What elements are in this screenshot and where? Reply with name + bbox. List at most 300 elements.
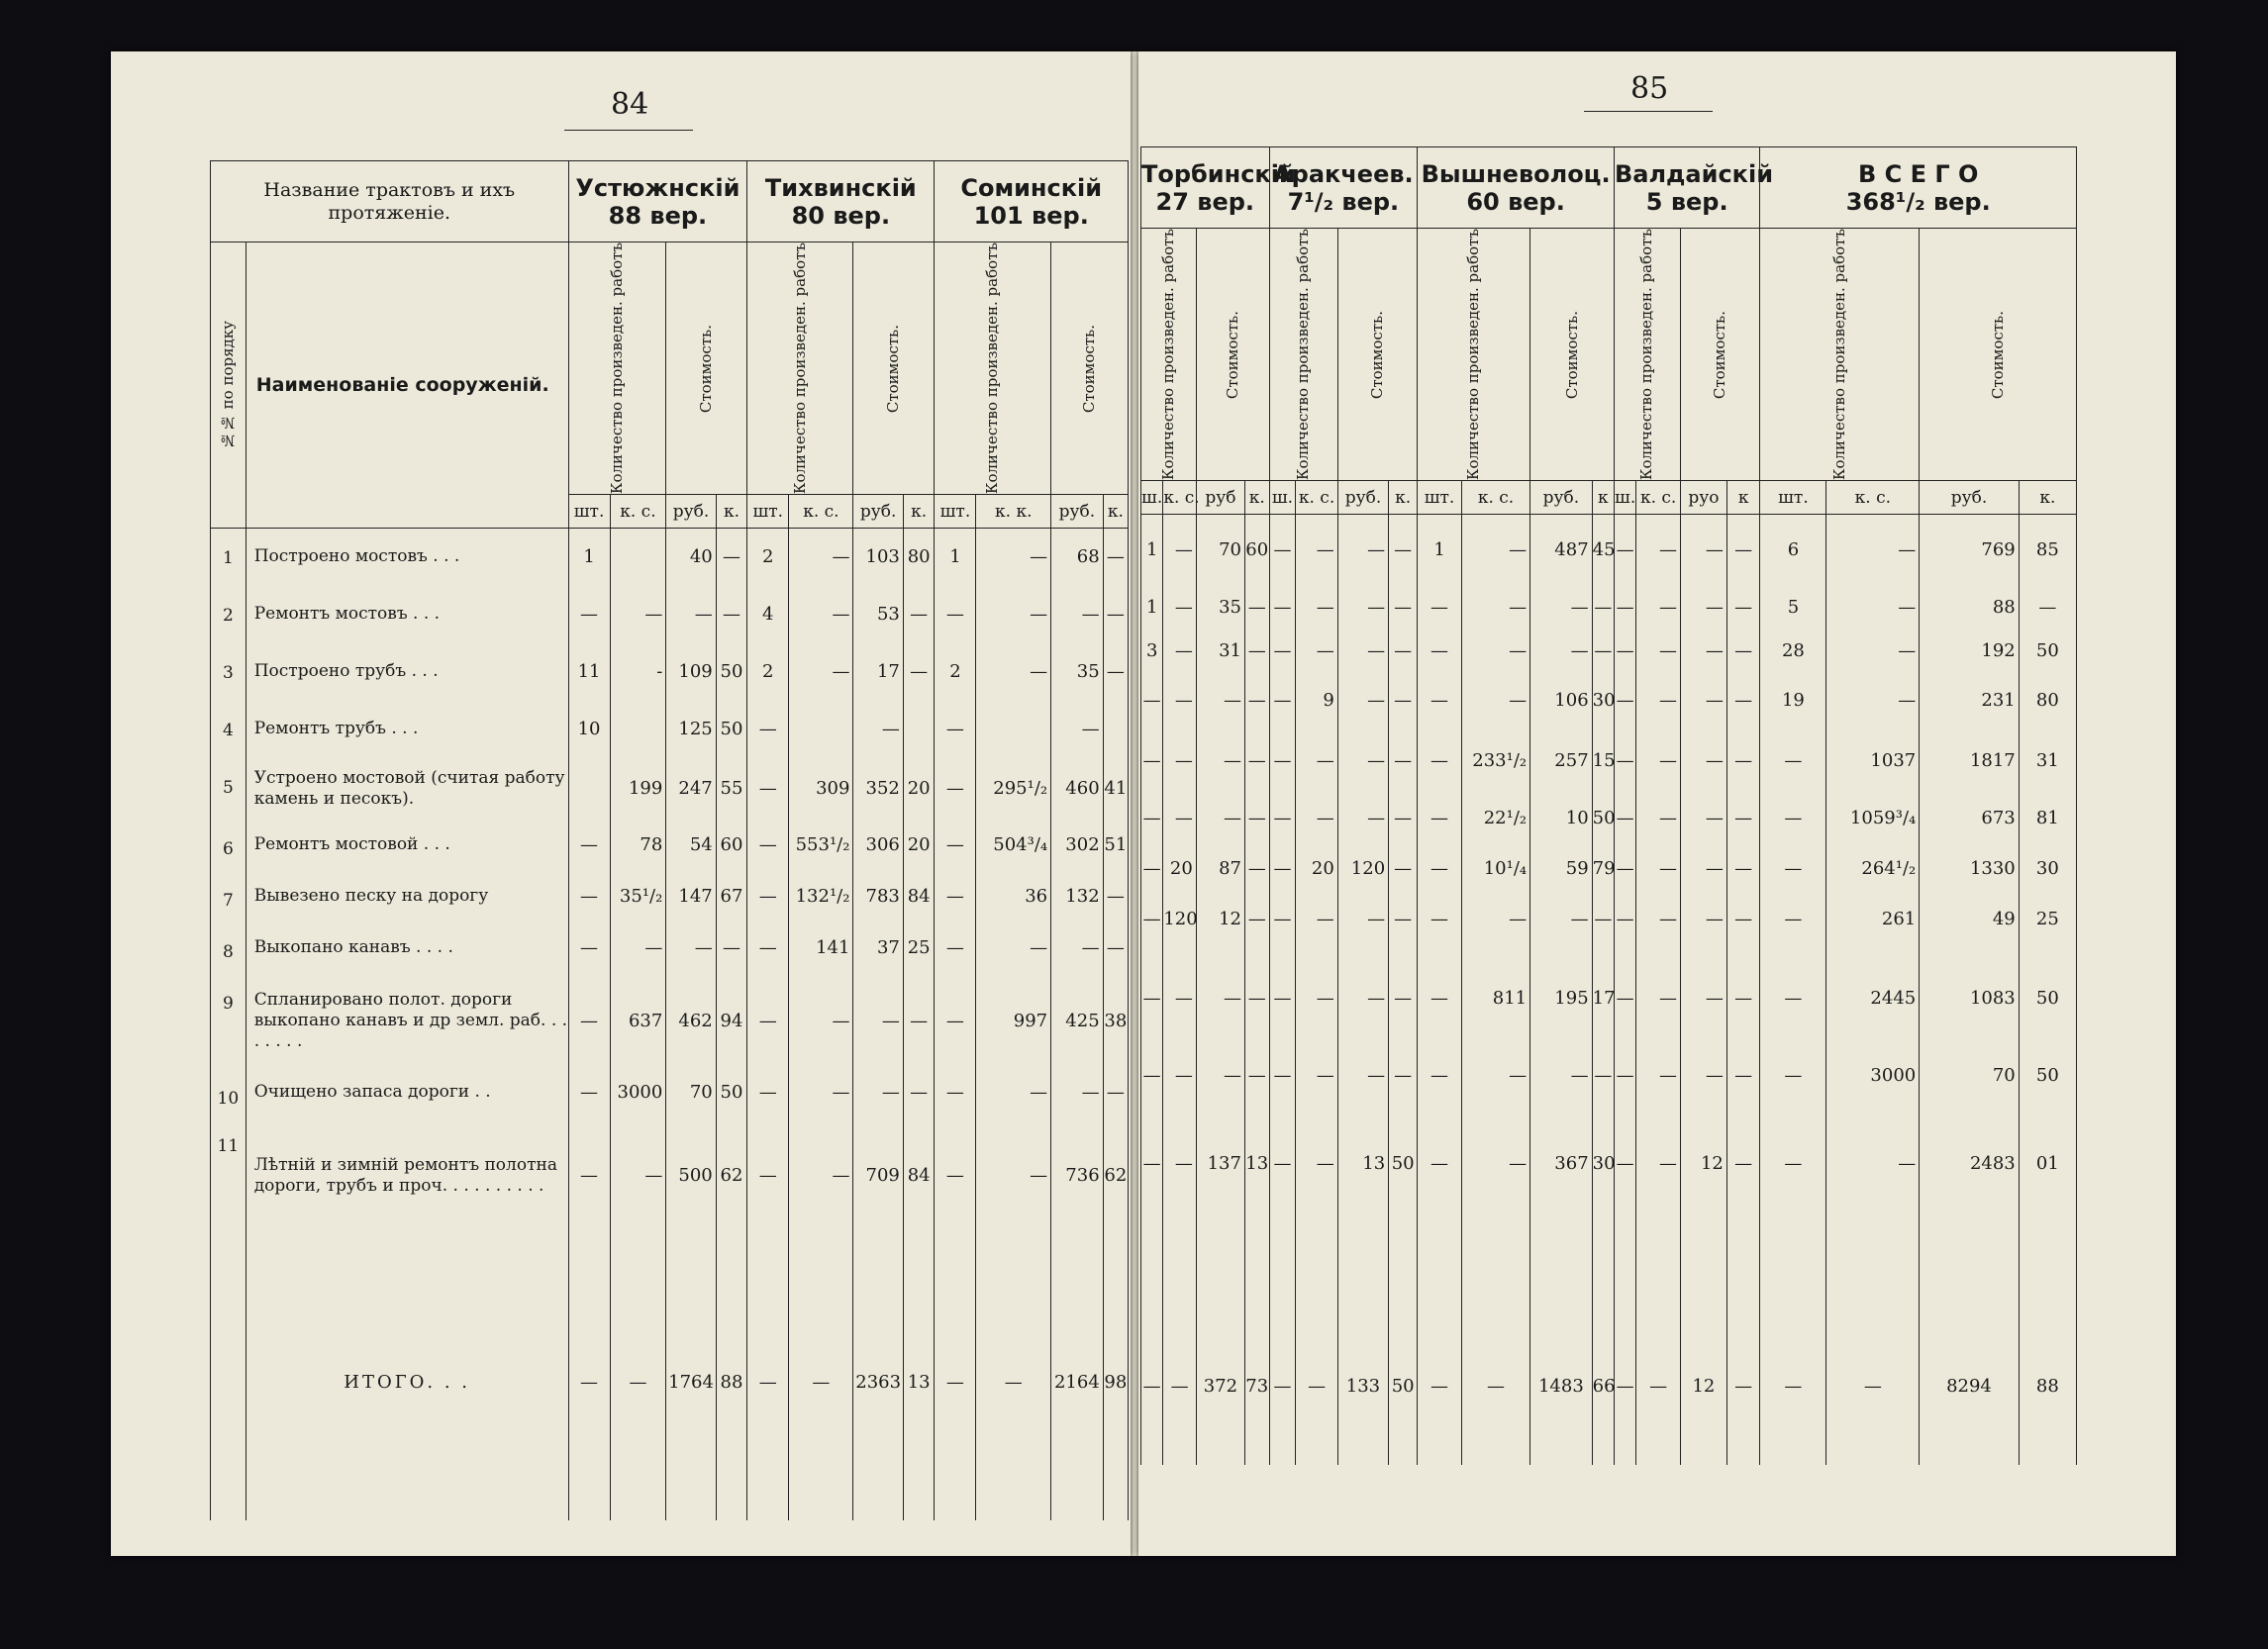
table-cell: — xyxy=(1196,673,1244,728)
table-cell: 637 xyxy=(610,974,666,1069)
table-cell: 50 xyxy=(716,1069,747,1116)
table-cell: 10 xyxy=(568,701,610,758)
table-cell: — xyxy=(1680,794,1726,843)
table-cell: — xyxy=(1337,728,1388,794)
blank-cell xyxy=(1726,1415,1760,1465)
table-cell: 50 xyxy=(716,643,747,701)
table-cell: 1037 xyxy=(1826,728,1920,794)
table-cell: 17 xyxy=(853,643,903,701)
table-cell: 5 xyxy=(1760,586,1826,630)
row-label: Лѣтній и зимній ремонтъ полотна дороги, трубъ и проч. . . . . . . . . . xyxy=(246,1116,568,1235)
table-cell: — xyxy=(1337,794,1388,843)
table-cell: — xyxy=(1760,794,1826,843)
table-cell: — xyxy=(1389,944,1418,1053)
blank-cell xyxy=(1461,1229,1529,1358)
spacer-row xyxy=(211,1235,1129,1354)
table-cell: — xyxy=(1141,843,1163,895)
section-header xyxy=(935,161,1129,242)
table-cell: — xyxy=(610,1116,666,1235)
section-length: 101 вер. xyxy=(973,201,1089,230)
section-header xyxy=(747,161,935,242)
table-cell: 41 xyxy=(1103,758,1128,820)
table-row xyxy=(211,529,1129,586)
blank-cell xyxy=(1389,1229,1418,1358)
unit-label: ш. xyxy=(1269,481,1296,515)
blank-cell xyxy=(716,1235,747,1354)
table-cell: — xyxy=(976,643,1051,701)
table-row xyxy=(211,586,1129,643)
page-number-rule-left xyxy=(564,130,693,131)
table-cell: 59 xyxy=(1530,843,1593,895)
table-cell: 1 xyxy=(935,529,976,586)
table-cell: — xyxy=(1826,586,1920,630)
section-header-row xyxy=(1141,147,2077,229)
table-cell: 80 xyxy=(2019,673,2076,728)
table-row xyxy=(1141,895,2077,944)
table-cell: — xyxy=(903,643,935,701)
table-cell: — xyxy=(568,922,610,974)
total-cell: — xyxy=(1636,1358,1681,1415)
blank-cell xyxy=(568,1411,610,1520)
table-cell: 84 xyxy=(903,871,935,922)
blank-cell xyxy=(1244,1415,1269,1465)
spacer-row xyxy=(211,1411,1129,1520)
table-cell: — xyxy=(1337,515,1388,586)
table-cell: — xyxy=(1296,515,1337,586)
total-cell: — xyxy=(1269,1358,1296,1415)
table-cell: — xyxy=(789,529,853,586)
table-cell: — xyxy=(1636,1053,1681,1099)
blank-cell xyxy=(666,1411,716,1520)
section-name: Торбинскій xyxy=(1141,159,1296,188)
total-cell: 73 xyxy=(1244,1358,1269,1415)
blank-cell xyxy=(1680,1229,1726,1358)
table-cell: — xyxy=(568,974,610,1069)
table-cell: — xyxy=(1269,586,1296,630)
table-cell: 15 xyxy=(1592,728,1614,794)
unit-label: шт. xyxy=(747,495,789,529)
table-cell: 2483 xyxy=(1920,1099,2020,1229)
table-cell: — xyxy=(1461,673,1529,728)
section-length: 368¹/₂ вер. xyxy=(1845,187,1991,216)
table-cell: — xyxy=(1141,1099,1163,1229)
unit-label: к. с. xyxy=(1826,481,1920,515)
table-cell: — xyxy=(1389,515,1418,586)
blank-cell xyxy=(2019,1415,2076,1465)
table-cell: 30 xyxy=(2019,843,2076,895)
table-cell xyxy=(610,701,666,758)
blank-cell xyxy=(246,1235,568,1354)
table-cell: 62 xyxy=(1103,1116,1128,1235)
section-name: Соминскій xyxy=(960,173,1103,202)
table-cell: — xyxy=(1163,586,1197,630)
table-cell: — xyxy=(1163,794,1197,843)
total-cell: — xyxy=(747,1354,789,1411)
total-cell: 2363 xyxy=(853,1354,903,1411)
blank-cell xyxy=(1418,1229,1462,1358)
blank-cell xyxy=(1461,1415,1529,1465)
table-cell: — xyxy=(1296,1099,1337,1229)
table-cell: — xyxy=(1163,1099,1197,1229)
total-cell: 2164 xyxy=(1051,1354,1104,1411)
table-cell: — xyxy=(976,586,1051,643)
unit-label: ш. xyxy=(1141,481,1163,515)
table-cell: — xyxy=(1461,586,1529,630)
table-cell: — xyxy=(1614,515,1635,586)
blank-cell xyxy=(211,1354,247,1411)
table-cell: — xyxy=(1337,944,1388,1053)
row-label: Ремонтъ мостовъ . . . xyxy=(246,586,568,643)
row-label: Построено мостовъ . . . xyxy=(246,529,568,586)
table-cell: 50 xyxy=(2019,1053,2076,1099)
blank-cell xyxy=(903,1411,935,1520)
table-cell: 67 xyxy=(716,871,747,922)
section-name: Аракчеев. xyxy=(1273,159,1414,188)
table-cell: — xyxy=(1269,1053,1296,1099)
table-cell: — xyxy=(1530,586,1593,630)
table-cell: 10 xyxy=(1530,794,1593,843)
table-cell: 81 xyxy=(2019,794,2076,843)
table-cell: 132¹/₂ xyxy=(789,871,853,922)
table-cell: 103 xyxy=(853,529,903,586)
table-cell: 1083 xyxy=(1920,944,2020,1053)
spacer-row xyxy=(1141,1415,2077,1465)
table-cell: — xyxy=(1163,728,1197,794)
table-cell: 1 xyxy=(568,529,610,586)
blank-cell xyxy=(1196,1229,1244,1358)
table-cell: 37 xyxy=(853,922,903,974)
table-cell: — xyxy=(1680,843,1726,895)
table-cell: 460 xyxy=(1051,758,1104,820)
table-cell: 309 xyxy=(789,758,853,820)
page-number-rule-right xyxy=(1584,111,1713,112)
table-cell: 22¹/₂ xyxy=(1461,794,1529,843)
table-cell: 4 xyxy=(747,586,789,643)
table-cell: — xyxy=(789,1116,853,1235)
table-cell: — xyxy=(1418,794,1462,843)
table-cell: — xyxy=(1726,728,1760,794)
table-cell: — xyxy=(1636,586,1681,630)
table-cell: — xyxy=(789,586,853,643)
table-cell: — xyxy=(1389,630,1418,673)
section-header xyxy=(1760,147,2077,229)
table-cell: — xyxy=(1269,843,1296,895)
table-cell: — xyxy=(1163,673,1197,728)
table-cell: 736 xyxy=(1051,1116,1104,1235)
qty-header: Количество произведен. работъ xyxy=(1418,229,1530,481)
table-cell: 6 xyxy=(1760,515,1826,586)
table-cell: 264¹/₂ xyxy=(1826,843,1920,895)
table-cell: 1059³/₄ xyxy=(1826,794,1920,843)
table-cell: 500 xyxy=(666,1116,716,1235)
table-cell: 997 xyxy=(976,974,1051,1069)
table-cell: — xyxy=(1244,586,1269,630)
table-cell: — xyxy=(1296,630,1337,673)
table-cell: — xyxy=(1636,794,1681,843)
table-cell: 38 xyxy=(1103,974,1128,1069)
blank-cell xyxy=(1636,1229,1681,1358)
table-cell: — xyxy=(1269,728,1296,794)
table-cell: — xyxy=(1680,673,1726,728)
blank-cell xyxy=(1051,1235,1104,1354)
table-cell: — xyxy=(853,701,903,758)
table-cell: 31 xyxy=(1196,630,1244,673)
cost-header: Стоимость. xyxy=(1051,242,1129,495)
table-cell: 195 xyxy=(1530,944,1593,1053)
table-cell: — xyxy=(1680,630,1726,673)
table-cell: 50 xyxy=(1389,1099,1418,1229)
table-cell: 88 xyxy=(1920,586,2020,630)
blank-cell xyxy=(789,1411,853,1520)
table-cell: — xyxy=(935,1116,976,1235)
blank-cell xyxy=(1418,1415,1462,1465)
table-cell: — xyxy=(1726,895,1760,944)
table-cell: — xyxy=(1614,673,1635,728)
table-cell: 2445 xyxy=(1826,944,1920,1053)
cost-header: Стоимость. xyxy=(666,242,747,495)
table-cell: — xyxy=(1244,1053,1269,1099)
table-cell: 50 xyxy=(716,701,747,758)
table-cell: — xyxy=(1636,843,1681,895)
blank-cell xyxy=(1141,1229,1163,1358)
table-cell: — xyxy=(568,1069,610,1116)
table-cell: 87 xyxy=(1196,843,1244,895)
unit-label: к. xyxy=(2019,481,2076,515)
table-cell: 31 xyxy=(2019,728,2076,794)
table-cell: — xyxy=(1461,515,1529,586)
total-cell: 50 xyxy=(1389,1358,1418,1415)
units-row xyxy=(1141,481,2077,515)
table-cell: — xyxy=(1418,1053,1462,1099)
table-cell: — xyxy=(1337,895,1388,944)
table-cell xyxy=(1103,701,1128,758)
table-cell: — xyxy=(1726,673,1760,728)
row-number: 5 xyxy=(211,758,247,820)
table-row xyxy=(211,871,1129,922)
table-cell: 120 xyxy=(1163,895,1197,944)
table-cell: 11 xyxy=(568,643,610,701)
blank-cell xyxy=(789,1235,853,1354)
table-cell: — xyxy=(1103,922,1128,974)
table-cell: — xyxy=(1530,895,1593,944)
table-cell: 50 xyxy=(2019,630,2076,673)
total-row xyxy=(1141,1358,2077,1415)
table-cell: — xyxy=(1196,728,1244,794)
table-cell: — xyxy=(1726,630,1760,673)
table-cell: — xyxy=(1337,586,1388,630)
table-cell: — xyxy=(1103,1069,1128,1116)
table-cell: 3 xyxy=(1141,630,1163,673)
table-cell: — xyxy=(1636,1099,1681,1229)
table-cell: — xyxy=(789,974,853,1069)
table-cell: — xyxy=(1141,1053,1163,1099)
table-cell: 3000 xyxy=(610,1069,666,1116)
table-cell: 30 xyxy=(1592,673,1614,728)
table-cell: — xyxy=(1614,794,1635,843)
table-cell: 70 xyxy=(1196,515,1244,586)
table-row xyxy=(211,701,1129,758)
table-cell: 106 xyxy=(1530,673,1593,728)
table-cell: — xyxy=(1389,728,1418,794)
table-cell: — xyxy=(1461,895,1529,944)
unit-label: к. xyxy=(716,495,747,529)
table-cell: — xyxy=(935,922,976,974)
unit-label: шт. xyxy=(935,495,976,529)
table-row xyxy=(211,1069,1129,1116)
table-cell: — xyxy=(1051,586,1104,643)
table-cell: — xyxy=(1296,944,1337,1053)
table-cell: — xyxy=(1337,1053,1388,1099)
unit-label: к. с. xyxy=(1636,481,1681,515)
blank-cell xyxy=(666,1235,716,1354)
section-header xyxy=(568,161,747,242)
table-cell: — xyxy=(1760,843,1826,895)
unit-label: к. с. xyxy=(1163,481,1197,515)
blank-cell xyxy=(1141,1415,1163,1465)
table-cell: — xyxy=(610,586,666,643)
section-length: 88 вер. xyxy=(608,201,708,230)
section-header xyxy=(1614,147,1774,229)
unit-label: руб. xyxy=(1920,481,2020,515)
table-cell: — xyxy=(1726,586,1760,630)
table-cell: — xyxy=(1141,728,1163,794)
section-header xyxy=(1269,147,1418,229)
table-cell: — xyxy=(1530,630,1593,673)
table-cell: — xyxy=(666,586,716,643)
qty-header: Количество произведен. работъ xyxy=(1614,229,1680,481)
table-cell: — xyxy=(568,820,610,871)
row-number: 6 xyxy=(211,820,247,871)
table-row xyxy=(211,643,1129,701)
table-cell: — xyxy=(1826,1099,1920,1229)
spacer-row xyxy=(1141,1229,2077,1358)
table-cell: 45 xyxy=(1592,515,1614,586)
blank-cell xyxy=(853,1235,903,1354)
unit-label: к. xyxy=(1244,481,1269,515)
table-cell: — xyxy=(1461,1099,1529,1229)
table-cell: 94 xyxy=(716,974,747,1069)
blank-cell xyxy=(1196,1415,1244,1465)
table-cell: — xyxy=(903,974,935,1069)
cost-header: Стоимость. xyxy=(1530,229,1615,481)
table-cell: 231 xyxy=(1920,673,2020,728)
row-label: Ремонтъ трубъ . . . xyxy=(246,701,568,758)
total-cell: 88 xyxy=(716,1354,747,1411)
total-cell: — xyxy=(1760,1358,1826,1415)
table-cell: 504³/₄ xyxy=(976,820,1051,871)
total-cell: — xyxy=(610,1354,666,1411)
table-row xyxy=(1141,586,2077,630)
table-cell: — xyxy=(1418,728,1462,794)
qty-header: Количество произведен. работъ xyxy=(747,242,853,495)
table-cell: 137 xyxy=(1196,1099,1244,1229)
table-cell: — xyxy=(1103,643,1128,701)
blank-cell xyxy=(1530,1415,1593,1465)
table-cell: — xyxy=(1418,1099,1462,1229)
table-cell: 192 xyxy=(1920,630,2020,673)
unit-label: к xyxy=(1726,481,1760,515)
table-cell: 425 xyxy=(1051,974,1104,1069)
table-cell: 10¹/₄ xyxy=(1461,843,1529,895)
table-cell: 3000 xyxy=(1826,1053,1920,1099)
total-cell: 372 xyxy=(1196,1358,1244,1415)
table-cell: 51 xyxy=(1103,820,1128,871)
table-cell: 709 xyxy=(853,1116,903,1235)
table-cell: — xyxy=(1269,673,1296,728)
blank-cell xyxy=(935,1411,976,1520)
table-cell: — xyxy=(1244,895,1269,944)
table-cell: — xyxy=(1296,895,1337,944)
qty-header: Количество произведен. работъ xyxy=(1760,229,1920,481)
blank-cell xyxy=(976,1235,1051,1354)
table-row xyxy=(211,974,1129,1069)
table-cell: — xyxy=(1614,630,1635,673)
unit-label: ш. xyxy=(1614,481,1635,515)
column-header-row xyxy=(1141,229,2077,481)
unit-label: руб. xyxy=(1530,481,1593,515)
table-cell: 40 xyxy=(666,529,716,586)
table-row xyxy=(1141,630,2077,673)
table-cell: 17 xyxy=(1592,944,1614,1053)
table-row xyxy=(1141,515,2077,586)
table-cell: 55 xyxy=(716,758,747,820)
total-cell: — xyxy=(976,1354,1051,1411)
unit-label: шт. xyxy=(1760,481,1826,515)
table-cell: — xyxy=(1389,895,1418,944)
table-cell: — xyxy=(747,871,789,922)
table-cell: — xyxy=(1592,630,1614,673)
table-cell: — xyxy=(1614,944,1635,1053)
unit-label: руб. xyxy=(1051,495,1104,529)
row-label: Устроено мостовой (считая работу камень и песокъ). xyxy=(246,758,568,820)
table-cell: — xyxy=(1296,728,1337,794)
table-cell: — xyxy=(1296,794,1337,843)
table-cell: — xyxy=(1680,515,1726,586)
cost-header: Стоимость. xyxy=(1196,229,1269,481)
table-cell: — xyxy=(1103,586,1128,643)
table-row xyxy=(1141,673,2077,728)
table-cell: — xyxy=(1244,843,1269,895)
unit-label: руб. xyxy=(853,495,903,529)
table-cell: — xyxy=(1389,673,1418,728)
total-cell: — xyxy=(935,1354,976,1411)
blank-cell xyxy=(903,1235,935,1354)
row-number: 10 xyxy=(211,1069,247,1116)
table-cell: — xyxy=(1051,1069,1104,1116)
total-cell: 8294 xyxy=(1920,1358,2020,1415)
table-cell: — xyxy=(1680,944,1726,1053)
table-row xyxy=(1141,728,2077,794)
blank-cell xyxy=(1614,1229,1635,1358)
blank-cell xyxy=(211,1411,247,1520)
blank-cell xyxy=(1244,1229,1269,1358)
blank-cell xyxy=(211,1235,247,1354)
row-number: 3 xyxy=(211,643,247,701)
page-number-left: 84 xyxy=(611,87,649,122)
table-cell: — xyxy=(1614,895,1635,944)
table-cell: — xyxy=(747,820,789,871)
route-name-header: Название трактовъ и ихъ протяженіе. xyxy=(211,161,569,242)
table-cell: 12 xyxy=(1680,1099,1726,1229)
table-cell: 28 xyxy=(1760,630,1826,673)
unit-label: руб xyxy=(1196,481,1244,515)
unit-label: к. с. xyxy=(789,495,853,529)
row-number: 8 xyxy=(211,922,247,974)
total-cell: 1483 xyxy=(1530,1358,1593,1415)
blank-cell xyxy=(1269,1415,1296,1465)
row-label: Спланировано полот. дороги выкопано канавъ и др земл. раб. . . . . . . . xyxy=(246,974,568,1069)
table-cell: — xyxy=(1726,843,1760,895)
